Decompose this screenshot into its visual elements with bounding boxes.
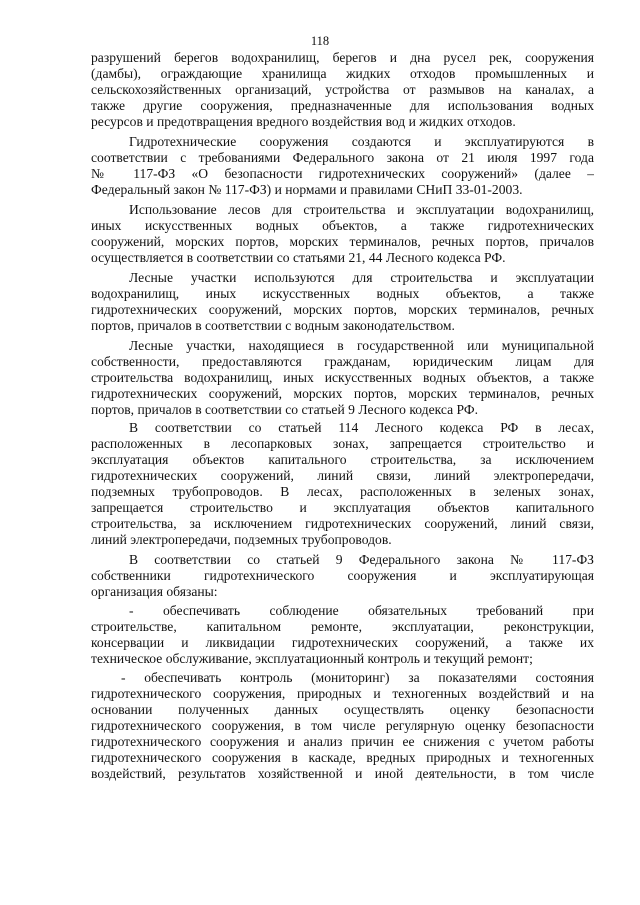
text-line: гидротехнических сооружений, морских портов, морских терминалов, речных (91, 302, 594, 317)
text-line: строительстве, капитальном ремонте, эксплуатации, реконструкции, (91, 619, 594, 634)
text-line: - обеспечивать соблюдение обязательных требований при (129, 603, 594, 618)
text-line: техническое обслуживание, эксплуатационный контроль и текущий ремонт; (91, 651, 533, 666)
text-line: собственности, предоставляются гражданам, юридическим лицам для (91, 354, 594, 369)
text-line: гидротехнических сооружений, морских портов, морских терминалов, речных (91, 386, 594, 401)
text-line: сельскохозяйственных организаций, устройства от размывов на каналах, а (91, 82, 594, 97)
text-line: соответствии с требованиями Федерального закона от 21 июля 1997 года (91, 150, 594, 165)
text-line: Гидротехнические сооружения создаются и эксплуатируются в (129, 134, 594, 149)
text-line: основании полученных данных осуществлять оценку безопасности (91, 702, 594, 717)
text-line: сооружений, морских портов, морских терминалов, речных портов, причалов (91, 234, 594, 249)
text-line: Лесные участки, находящиеся в государственной или муниципальной (129, 338, 594, 353)
text-line: строительства водохранилищ, иных искусственных водных объектов, а также (91, 370, 594, 385)
text-line: гидротехнического сооружения в каскаде, вредных природных и техногенных (91, 750, 594, 765)
text-line: Федеральный закон № 117-ФЗ) и нормами и правилами СНиП 33-01-2003. (91, 182, 523, 197)
text-line: подземных трубопроводов. В лесах, расположенных в зеленых зонах, (91, 484, 594, 499)
text-line: ресурсов и предотвращения вредного воздействия вод и жидких отходов. (91, 114, 516, 129)
text-line: В соответствии со статьей 9 Федерального закона № 117-ФЗ (129, 552, 594, 567)
text-line: Лесные участки используются для строительства и эксплуатации (129, 270, 594, 285)
text-line: также другие сооружения, предназначенные для использования водных (91, 98, 594, 113)
text-line: воздействий, результатов хозяйственной и иной деятельности, в том числе (91, 766, 594, 781)
text-line: гидротехнического сооружения, природных и техногенных воздействий и на (91, 686, 594, 701)
text-line: запрещается строительство и эксплуатация объектов капитального (91, 500, 594, 515)
text-line: строительства, за исключением гидротехнических сооружений, линий связи, (91, 516, 594, 531)
text-line: расположенных в лесопарковых зонах, запрещается строительство и (91, 436, 594, 451)
list-item (91, 670, 594, 782)
paragraph (91, 420, 594, 548)
text-line: собственники гидротехнического сооружения и эксплуатирующая (91, 568, 594, 583)
paragraph (91, 552, 594, 600)
text-line: гидротехнического сооружения и анализ причин ее снижения с учетом работы (91, 734, 594, 749)
text-line: портов, причалов в соответствии со статьей 9 Лесного кодекса РФ. (91, 402, 478, 417)
text-line: портов, причалов в соответствии с водным законодательством. (91, 318, 455, 333)
paragraph (91, 134, 594, 198)
text-line: № 117-ФЗ «О безопасности гидротехнических сооружений» (далее – (91, 166, 594, 181)
text-line: консервации и ликвидации гидротехнических сооружений, а также их (91, 635, 594, 650)
text-line: линий электропередачи, подземных трубопроводов. (91, 532, 392, 547)
paragraph (91, 270, 594, 334)
text-line: - обеспечивать контроль (мониторинг) за показателями состояния (121, 670, 594, 685)
document-body (91, 50, 594, 782)
text-line: разрушений берегов водохранилищ, берегов и дна русел рек, сооружения (91, 50, 594, 65)
text-line: эксплуатация объектов капитального строительства, за исключением (91, 452, 594, 467)
list-item (91, 603, 594, 667)
text-line: водохранилищ, иных искусственных водных объектов, а также (91, 286, 594, 301)
paragraph (91, 202, 594, 266)
text-line: гидротехнических сооружений, линий связи, линий электропередачи, (91, 468, 594, 483)
text-line: организация обязаны: (91, 584, 218, 599)
text-line: Использование лесов для строительства и эксплуатации водохранилищ, (129, 202, 594, 217)
text-line: (дамбы), ограждающие хранилища жидких отходов промышленных и (91, 66, 594, 81)
text-line: иных искусственных водных объектов, а также гидротехнических (91, 218, 594, 233)
page-number: 118 (310, 34, 330, 48)
paragraph (91, 338, 594, 418)
paragraph (91, 50, 594, 130)
text-line: гидротехнического сооружения, в том числе регулярную оценку безопасности (91, 718, 594, 733)
text-line: В соответствии со статьей 114 Лесного кодекса РФ в лесах, (129, 420, 594, 435)
text-line: осуществляется в соответствии со статьями 21, 44 Лесного кодекса РФ. (91, 250, 506, 265)
